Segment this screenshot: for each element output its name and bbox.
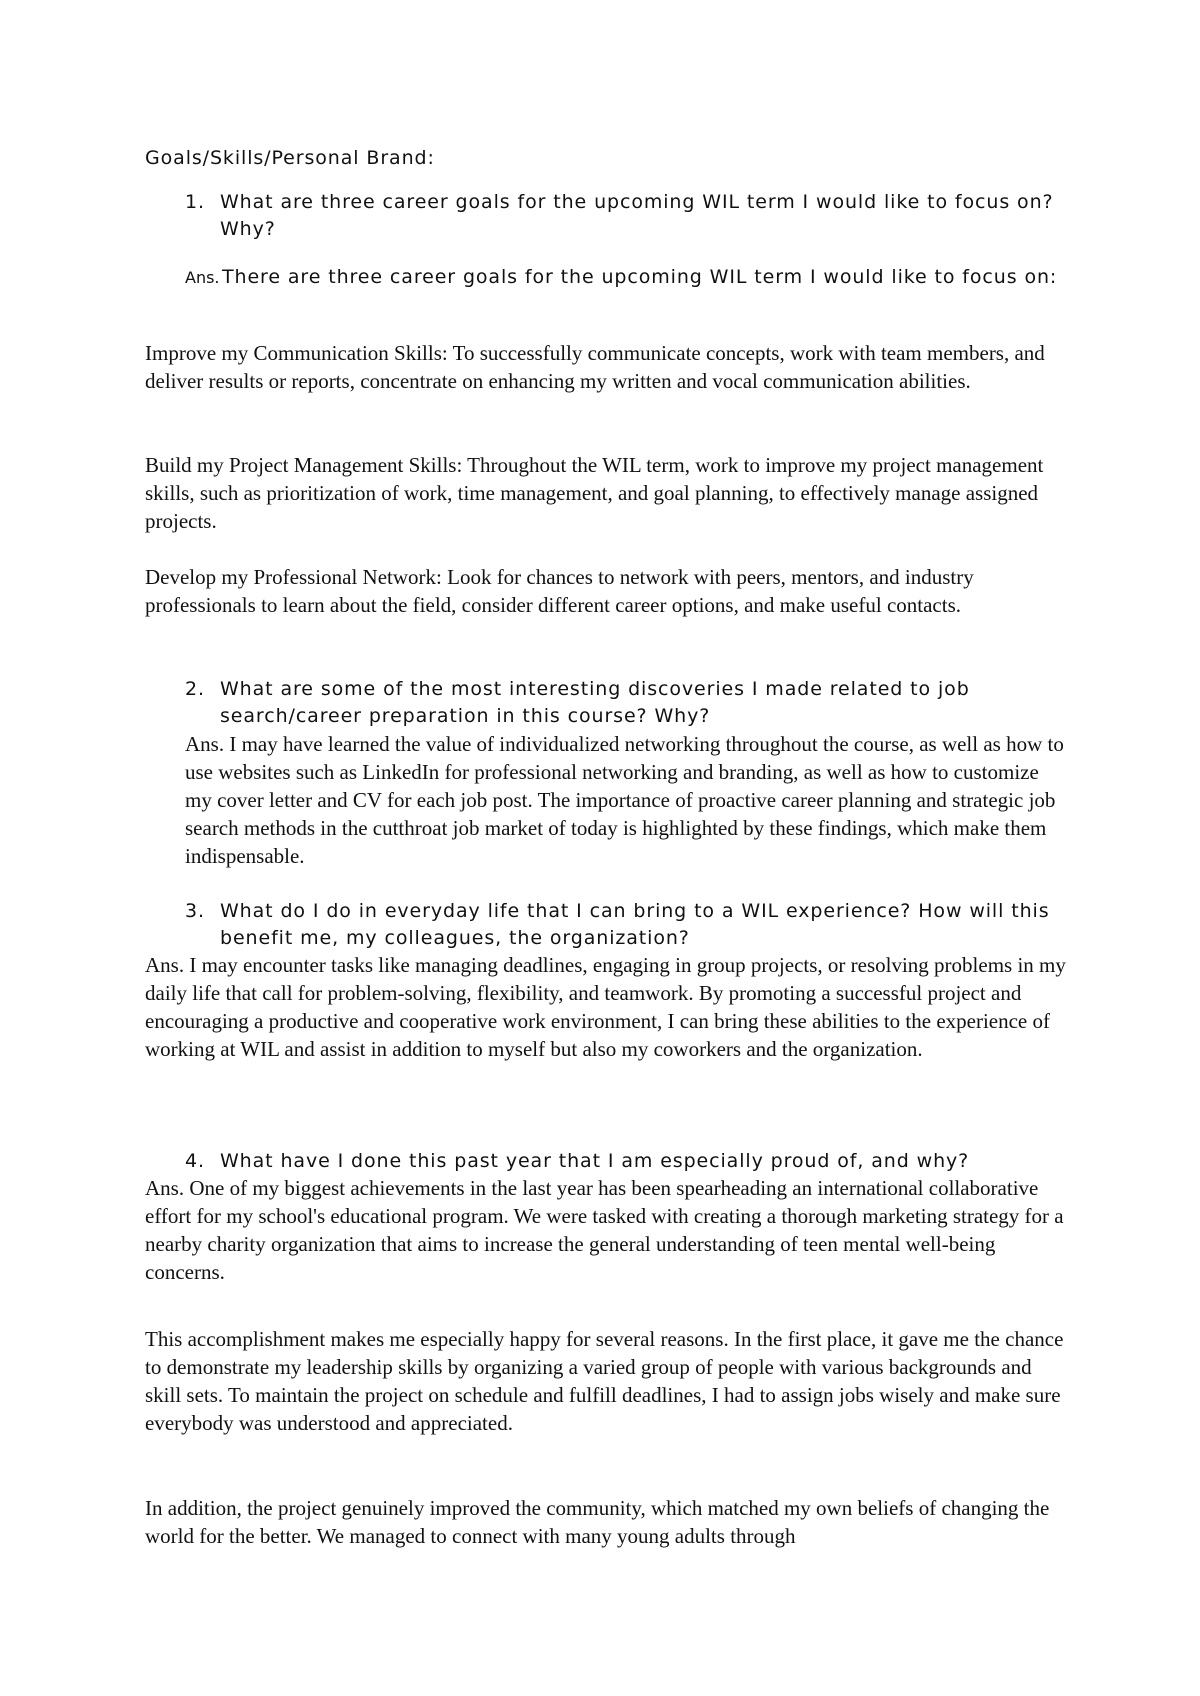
answer-1-label: Ans.	[185, 268, 220, 287]
answer-3: Ans. I may encounter tasks like managing deadlines, engaging in group projects, or resolving problems in my daily life that call for problem-solving, flexibility, and teamwork. By promoting a successful project and encouraging a productive and cooperative work environment, I can bring these abilities to the experience of working at WIL and assist in addition to myself but also my coworkers and the organization.	[145, 953, 1066, 1061]
answer-1-intro-text: There are three career goals for the upcoming WIL term I would like to focus on:	[222, 266, 1058, 288]
question-1	[185, 189, 1075, 243]
question-4-number: 4.	[185, 1150, 205, 1172]
goal-project-management: Build my Project Management Skills: Throughout the WIL term, work to improve my project management skills, such as prioritization of work, time management, and goal planning, to effectively manage assigned projects.	[145, 453, 1044, 533]
section-heading: Goals/Skills/Personal Brand:	[145, 147, 435, 169]
answer-1-intro	[185, 264, 1075, 291]
answer-4-paragraph-3: In addition, the project genuinely improved the community, which matched my own beliefs of changing the world for the better. We managed to connect with many young adults through	[145, 1496, 1050, 1548]
question-1-number: 1.	[185, 191, 205, 213]
goal-communication: Improve my Communication Skills: To successfully communicate concepts, work with team members, and deliver results or reports, concentrate on enhancing my written and vocal communication abilities.	[145, 341, 1045, 393]
question-3-number: 3.	[185, 900, 205, 922]
question-3-text: What do I do in everyday life that I can bring to a WIL experience? How will this benefit me, my colleagues, the organization?	[220, 900, 1050, 949]
answer-4: Ans. One of my biggest achievements in the last year has been spearheading an international collaborative effort for my school's educational program. We were tasked with creating a thorough marketing strategy for a nearby charity organization that aims to increase the general understanding of teen mental well-being concerns.	[145, 1176, 1064, 1284]
answer-4-paragraph-2: This accomplishment makes me especially happy for several reasons. In the first place, it gave me the chance to demonstrate my leadership skills by organizing a varied group of people with various backgrounds and skill sets. To maintain the project on schedule and fulfill deadlines, I had to assign jobs wisely and make sure everybody was understood and appreciated.	[145, 1327, 1064, 1435]
question-2-number: 2.	[185, 678, 205, 700]
question-4-text: What have I done this past year that I am especially proud of, and why?	[220, 1150, 970, 1172]
goal-professional-network: Develop my Professional Network: Look for chances to network with peers, mentors, and industry professionals to learn about the field, consider different career options, and make useful contacts.	[145, 565, 974, 617]
question-2-text: What are some of the most interesting discoveries I made related to job search/career preparation in this course? Why?	[220, 678, 970, 727]
question-2	[185, 676, 1075, 730]
question-4	[185, 1148, 1075, 1175]
question-1-text: What are three career goals for the upcoming WIL term I would like to focus on? Why?	[220, 191, 1054, 240]
answer-2: Ans. I may have learned the value of individualized networking throughout the course, as well as how to use websites such as LinkedIn for professional networking and branding, as well as how to customize my cover letter and CV for each job post. The importance of proactive career planning and strategic job search methods in the cutthroat job market of today is highlighted by these findings, which make them indispensable.	[185, 732, 1064, 868]
question-3	[185, 898, 1075, 952]
